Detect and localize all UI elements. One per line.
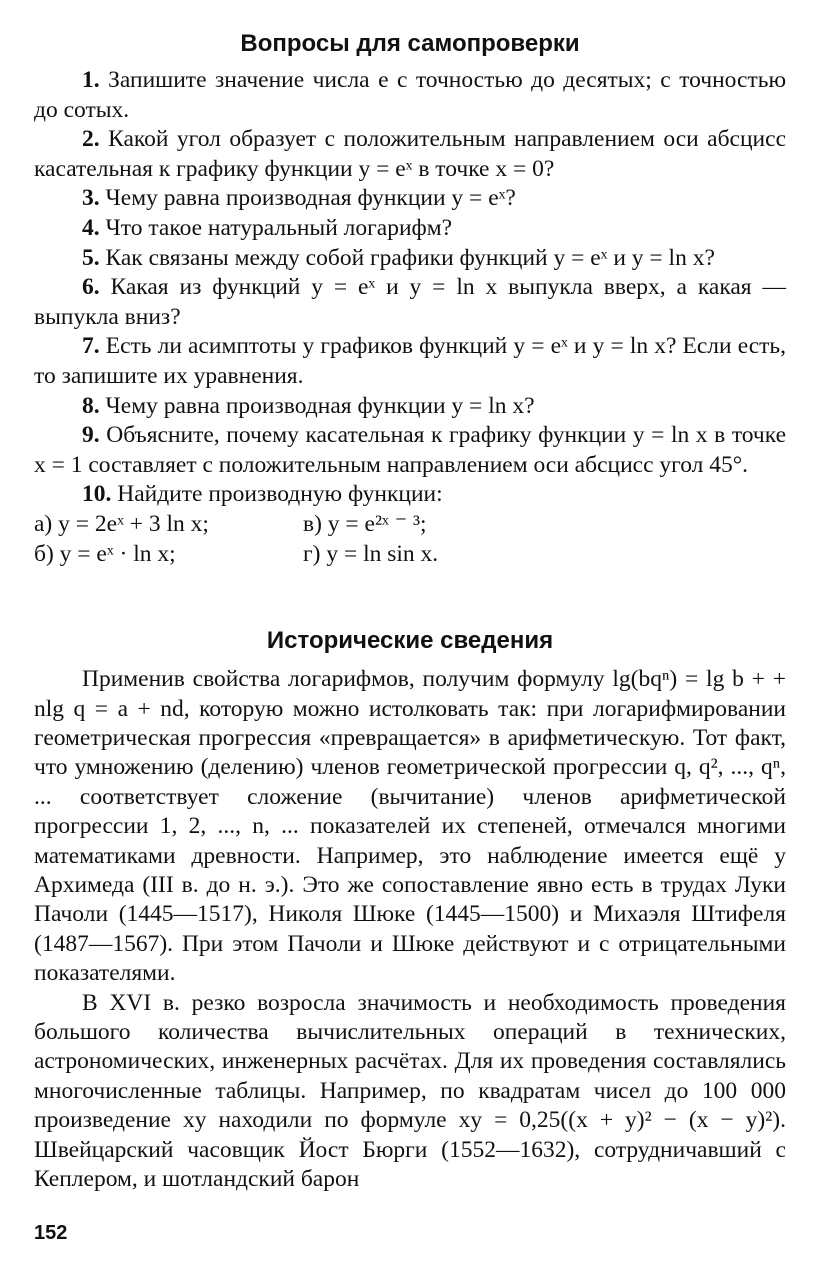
question-text: Найдите производную функции: xyxy=(117,481,443,508)
question-number: 4. xyxy=(82,214,100,241)
history-paragraph-2: В XVI в. резко возросла значимость и необходимость проведения большого количества вычислительных операций в технических, астрономических, инженерных расчётах. Для их проведения составлялись многочисленные таблицы. Например, по квадратам чисел до 100 000 произведение xy находили по формуле xy = 0,25((x + y)² − (x − y)²). Швейцарский часовщик Йост Бюрги (1552—1632), сотрудничавший с Кеплером, и шотландский барон xyxy=(34,989,786,1192)
question-text: Какой угол образует с положительным направлением оси абсцисс касательная к графику функции y = eˣ в точке x = 0? xyxy=(34,126,786,182)
question-number: 1. xyxy=(82,67,100,93)
question-text: Чему равна производная функции y = ln x? xyxy=(105,392,535,419)
exercise-v: в) y = e²ˣ ⁻ ³; xyxy=(303,510,427,537)
section-title-self-check: Вопросы для самопроверки xyxy=(240,30,580,57)
question-number: 5. xyxy=(82,244,100,271)
question-4 xyxy=(34,214,786,244)
question-text: Как связаны между собой графики функций y = eˣ и y = ln x? xyxy=(105,244,715,271)
exercise-g: г) y = ln sin x. xyxy=(303,540,439,567)
question-text: Есть ли асимптоты у графиков функций y = eˣ и y = ln x? Если есть, то запишите их уравнения. xyxy=(34,333,786,389)
question-number: 6. xyxy=(82,274,100,301)
exercise-list xyxy=(34,510,786,569)
question-number: 3. xyxy=(82,185,100,212)
question-2 xyxy=(34,125,786,184)
exercise-b: б) y = eˣ · ln x; xyxy=(34,540,176,567)
question-6 xyxy=(34,273,786,332)
page-content xyxy=(34,28,786,1194)
question-number: 8. xyxy=(82,392,100,419)
history-paragraph-1: Применив свойства логарифмов, получим формулу lg(bqⁿ) = lg b + + nlg q = a + nd, которую можно истолковать так: при логарифмировании геометрическая прогрессия «превращается» в арифметическую. Тот факт, что умножению (делению) членов геометрической прогрессии q, q², ..., qⁿ, ... соответствует сложение (вычитание) членов арифметической прогрессии 1, 2, ..., n, ... показателей их степеней, отмечался многими математиками древности. Например, это наблюдение имеется ещё у Архимеда (III в. до н. э.). Это же сопоставление явно есть в трудах Луки Пачоли (1445—1517), Николя Шюке (1445—1500) и Михаэля Штифеля (1487—1567). При этом Пачоли и Шюке действуют и с отрицательными показателями. xyxy=(34,666,786,987)
question-text: Чему равна производная функции y = eˣ? xyxy=(105,185,516,212)
question-text: Объясните, почему касательная к графику функции y = ln x в точке x = 1 составляет с положительным направлением оси абсцисс угол 45°. xyxy=(34,422,787,478)
question-1 xyxy=(34,66,786,125)
exercise-a: а) y = 2eˣ + 3 ln x; xyxy=(34,510,209,537)
question-9 xyxy=(34,421,786,480)
question-text: Запишите значение числа e с точностью до десятых; с точностью до сотых. xyxy=(34,67,786,123)
question-text: Какая из функций y = eˣ и y = ln x выпукла вверх, а какая — выпукла вниз? xyxy=(34,274,787,330)
question-number: 2. xyxy=(82,126,100,153)
question-8 xyxy=(34,392,786,422)
question-10 xyxy=(34,480,786,510)
question-3 xyxy=(34,184,786,214)
question-5 xyxy=(34,244,786,274)
history-text xyxy=(34,665,786,1194)
question-text: Что такое натуральный логарифм? xyxy=(105,214,453,241)
question-7 xyxy=(34,332,786,391)
question-number: 10. xyxy=(82,481,112,508)
question-number: 9. xyxy=(82,422,100,449)
page-number: 152 xyxy=(34,1222,68,1244)
section-title-history: Исторические сведения xyxy=(266,627,554,655)
question-number: 7. xyxy=(82,333,100,360)
